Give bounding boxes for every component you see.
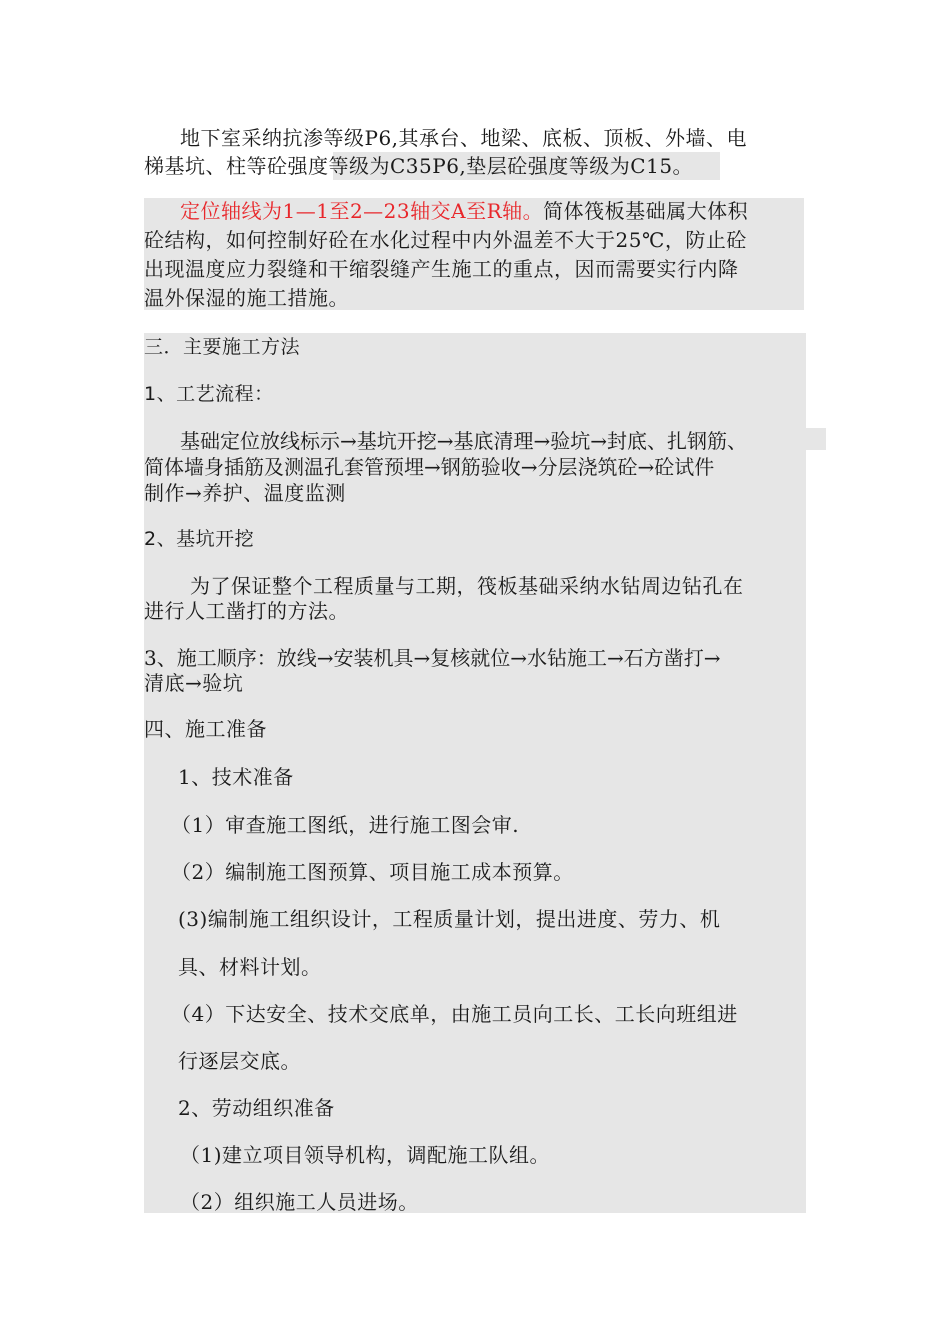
paragraph-line [180,197,748,225]
subsection-heading: 2、基坑开挖 [144,528,255,550]
paragraph-line: 地下室采纳抗渗等级P6,其承台、地梁、底板、顶板、外墙、电 [180,126,748,150]
paragraph-line: 温外保湿的施工措施。 [144,286,349,310]
subsection-heading: 2、劳动组织准备 [178,1096,335,1120]
paragraph-line: 砼结构，如何控制好砼在水化过程中内外温差不大于25℃，防止砼 [144,228,747,252]
paragraph-line: 清底→验坑 [144,671,244,695]
section-heading: 三．主要施工方法 [144,336,301,358]
paragraph-text: 简体筏板基础属大体积 [543,199,749,223]
paragraph-line: 制作→养护、温度监测 [144,481,346,505]
list-item: (3)编制施工组织设计，工程质量计划，提出进度、劳力、机 [178,907,721,931]
list-item: 具、材料计划。 [178,955,322,979]
list-item: 行逐层交底。 [178,1049,301,1073]
paragraph-line: 梯基坑、柱等砼强度等级为C35P6,垫层砼强度等级为C15。 [144,154,694,178]
paragraph-line: 基础定位放线标示→基坑开挖→基底清理→验坑→封底、扎钢筋、 [180,429,748,453]
subsection-heading: 1、技术准备 [178,765,294,789]
paragraph-line: 简体墙身插筋及测温孔套管预埋→钢筋验收→分层浇筑砼→砼试件 [144,455,715,479]
list-item: （1）审查施工图纸，进行施工图会审. [171,813,520,837]
list-item: （1)建立项目领导机构，调配施工队组。 [180,1143,551,1167]
paragraph-line: 进行人工凿打的方法。 [144,599,349,623]
highlight-bg [806,428,826,450]
list-item: （2）编制施工图预算、项目施工成本预算。 [171,860,574,884]
section-heading: 四、施工准备 [144,717,267,741]
paragraph-line: 出现温度应力裂缝和干缩裂缝产生施工的重点，因而需要实行内降 [144,257,739,281]
highlighted-red-text: 定位轴线为1—1至2—23轴交A至R轴。 [180,199,544,223]
list-item: （2）组织施工人员进场。 [180,1190,419,1214]
list-item: （4）下达安全、技术交底单，由施工员向工长、工长向班组进 [171,1002,738,1026]
subsection-heading: 1、工艺流程： [144,383,274,405]
paragraph-line: 为了保证整个工程质量与工期，筏板基础采纳水钻周边钻孔在 [190,574,744,598]
paragraph-line: 3、施工顺序：放线→安装机具→复核就位→水钻施工→石方凿打→ [144,646,721,670]
